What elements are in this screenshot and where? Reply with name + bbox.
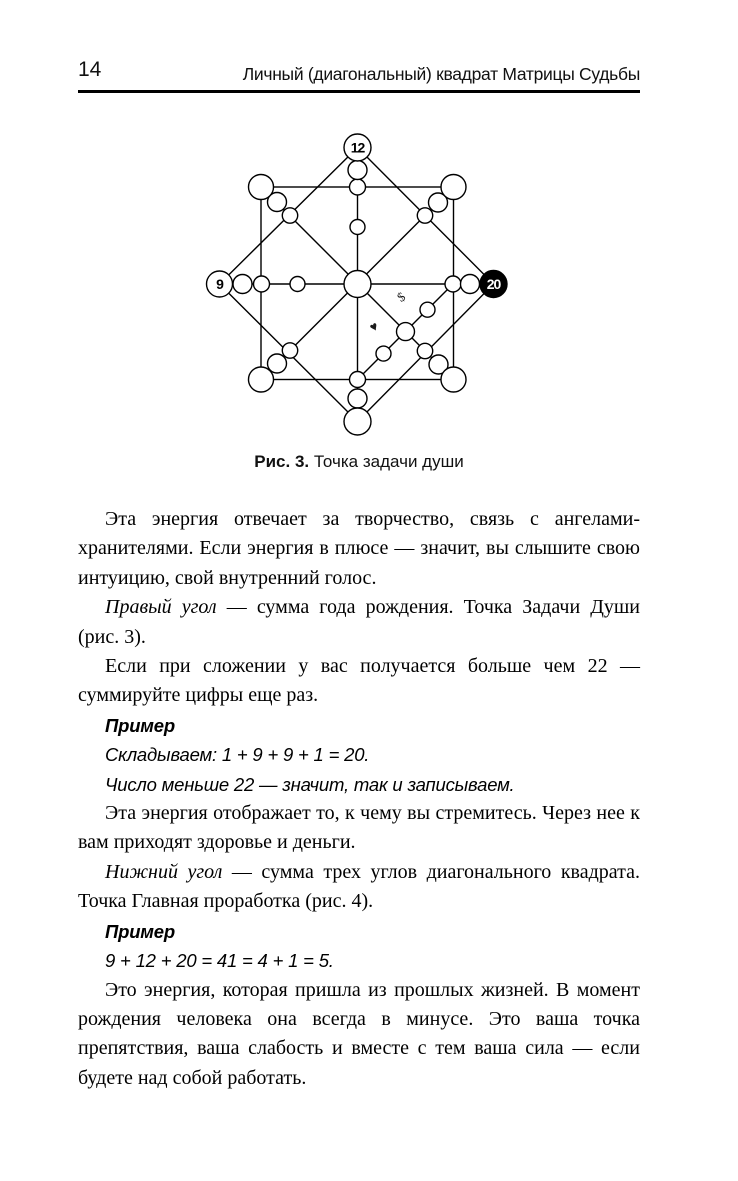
paragraph: Нижний угол — сумма трех углов диагонального квадрата. Точка Главная проработка (рис. 4). [78,860,640,913]
balance-point [397,323,415,341]
example-title: Пример [105,920,175,942]
money-point [420,302,435,317]
paragraph: Эта энергия отображает то, к чему вы стремитесь. Через нее к вам приходят здоровье и деньги. [78,802,640,854]
heart-icon: ♥ [366,318,381,335]
corner-top-left [249,175,274,200]
running-header-title: Личный (диагональный) квадрат Матрицы Судьбы [242,64,640,84]
paragraph: Это энергия, которая пришла из прошлых жизней. В момент рождения человека она всегда в минусе. Это ваша точка препятствия, ваша слабость и вместе с тем ваша сила — если будете над собой работать. [78,978,640,1089]
page-number: 14 [78,58,102,81]
node-right-label: 20 [486,276,501,292]
corner-bottom-left [249,367,274,392]
dollar-icon: $ [394,288,409,305]
example-line: Число меньше 22 — значит, так и записываем. [105,773,515,795]
paragraph: Правый угол — сумма года рождения. Точка Задачи Души (рис. 3). [78,596,640,648]
paragraph: Если при сложении у вас получается больше чем 22 — суммируйте цифры еще раз. [78,655,640,707]
example-line: 9 + 12 + 20 = 41 = 4 + 1 = 5. [105,950,334,972]
example-line: Складываем: 1 + 9 + 9 + 1 = 20. [105,744,370,766]
figure-caption [78,451,640,473]
body-text [78,505,640,1093]
node-top-label: 12 [350,139,365,156]
center-node [344,271,371,298]
node-left-label: 9 [216,276,223,292]
corner-top-right [441,175,466,200]
example-title: Пример [105,714,175,736]
paragraph: Эта энергия отвечает за творчество, связь с ангелами-хранителями. Если энергия в плюсе — значит, вы слышите свою интуицию, свой внутренний голос. [78,508,640,589]
figure-caption-text: Точка задачи души [309,452,464,471]
figure-caption-label: Рис. 3. [254,452,310,471]
destiny-matrix-figure [204,132,510,438]
node-bottom [344,408,371,435]
love-point [376,346,391,361]
header-rule [78,90,640,93]
corner-bottom-right [441,367,466,392]
